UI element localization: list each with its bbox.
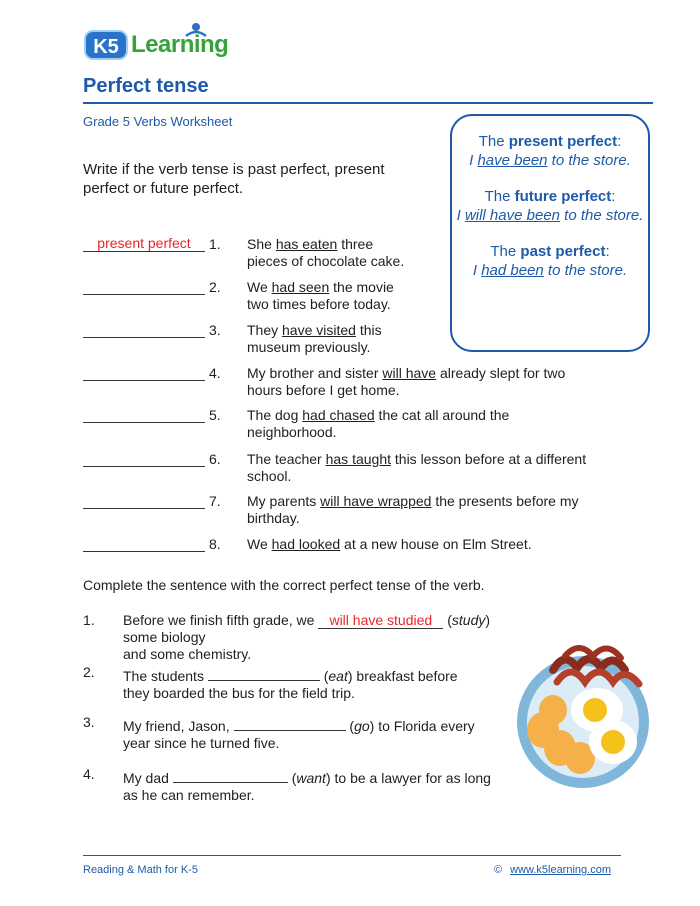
- instruction-part2: Complete the sentence with the correct perfect tense of the verb.: [83, 577, 485, 593]
- page-title: Perfect tense: [83, 75, 209, 97]
- item-number: 1.: [83, 612, 95, 628]
- footer-copyright: © www.k5learning.com: [494, 864, 611, 876]
- future-perfect-heading: The future perfect:: [484, 188, 616, 205]
- item-sentence: My brother and sister will have already slept for two hours before I get home.: [247, 365, 566, 398]
- item-sentence: They have visited this museum previously.: [247, 322, 382, 355]
- answer-blank[interactable]: present perfect: [83, 235, 205, 252]
- k5-learning-logo: [84, 26, 234, 66]
- item-number: 7.: [209, 493, 221, 509]
- answer-blank[interactable]: [83, 278, 205, 295]
- item-number: 3.: [209, 322, 221, 338]
- item-number: 2.: [209, 279, 221, 295]
- item-sentence: We had seen the movie two times before today.: [247, 279, 394, 312]
- instruction-part1: Write if the verb tense is past perfect, present perfect or future perfect.: [83, 161, 385, 197]
- item-sentence: My dad (want) to be a lawyer for as long as he can remember.: [123, 766, 523, 804]
- future-perfect-example: I will have been to the store.: [456, 207, 644, 224]
- item-number: 8.: [209, 536, 221, 552]
- item-sentence: My friend, Jason, (go) to Florida every year since he turned five.: [123, 714, 523, 752]
- item-number: 1.: [209, 236, 221, 252]
- logo-k5-badge: K5: [84, 30, 128, 60]
- answer-blank[interactable]: [208, 664, 320, 681]
- answer-blank[interactable]: [83, 450, 205, 467]
- logo-text: Learning: [131, 31, 229, 58]
- past-perfect-heading: The past perfect:: [490, 243, 610, 260]
- item-number: 5.: [209, 407, 221, 423]
- present-perfect-example: I have been to the store.: [469, 152, 631, 169]
- item-sentence: We had looked at a new house on Elm Street.: [247, 536, 532, 552]
- item-sentence: The dog had chased the cat all around the neighborhood.: [247, 407, 510, 440]
- present-perfect-heading: The present perfect:: [478, 133, 622, 150]
- item-number: 6.: [209, 451, 221, 467]
- answer-blank[interactable]: [234, 714, 346, 731]
- breakfast-plate-illustration: [505, 630, 665, 790]
- item-number: 2.: [83, 664, 95, 680]
- answer-blank[interactable]: will have studied: [318, 612, 443, 629]
- past-perfect-example: I had been to the store.: [472, 262, 628, 279]
- answer-blank[interactable]: [173, 766, 288, 783]
- tense-examples-box: [450, 114, 650, 352]
- item-sentence: The students (eat) breakfast before they boarded the bus for the field trip.: [123, 664, 523, 702]
- item-number: 4.: [83, 766, 95, 782]
- title-divider: [83, 102, 653, 104]
- answer-blank[interactable]: [83, 321, 205, 338]
- logo-person-icon: [184, 22, 208, 38]
- answer-blank[interactable]: [83, 535, 205, 552]
- footer-website-link[interactable]: www.k5learning.com: [510, 864, 611, 876]
- answer-blank[interactable]: [83, 406, 205, 423]
- item-number: 4.: [209, 365, 221, 381]
- footer-divider: [83, 855, 621, 856]
- item-sentence: My parents will have wrapped the presents before my birthday.: [247, 493, 579, 526]
- worksheet-subtitle: Grade 5 Verbs Worksheet: [83, 114, 233, 129]
- answer-blank[interactable]: [83, 364, 205, 381]
- item-sentence: She has eaten three pieces of chocolate cake.: [247, 236, 405, 269]
- item-sentence: Before we finish fifth grade, we will have studied (study) some biology and some chemistry.: [123, 612, 491, 662]
- answer-blank[interactable]: [83, 492, 205, 509]
- item-sentence: The teacher has taught this lesson before at a different school.: [247, 451, 587, 484]
- footer-tagline: Reading & Math for K-5: [83, 864, 198, 876]
- item-number: 3.: [83, 714, 95, 730]
